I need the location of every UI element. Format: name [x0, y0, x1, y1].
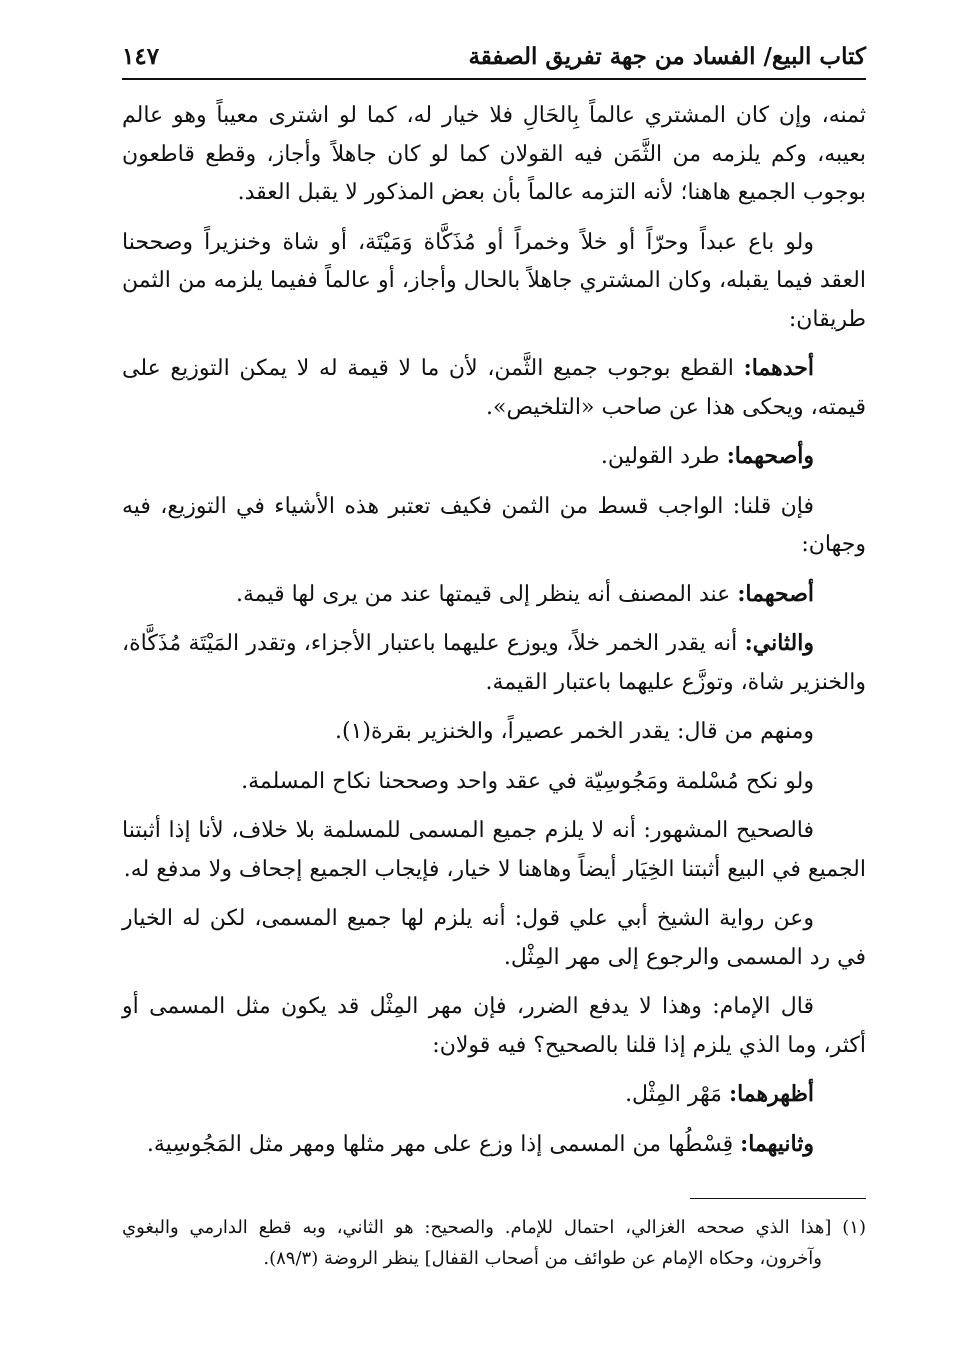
term-heading: أصحهما: [737, 580, 814, 607]
term-heading: والثاني: [744, 630, 814, 656]
page-number: ١٤٧ [122, 43, 160, 70]
paragraph: أظهرهما: مَهْر المِثْل. [625, 1081, 814, 1107]
term-heading: وثانيهما: [740, 1130, 814, 1157]
paragraph: ثمنه، وإن كان المشتري عالماً بِالحَالِ فلا خيار له، كما لو اشترى معيباً وهو عالم بعيبه، وكم يلزمه من الثَّمَن فيه القولان كما لو كان جاهلاً وأجاز، وقطع قاطعون بوجوب الجميع هاهنا؛ لأنه التزمه عالماً بأن بعض المذكور لا يقبل العقد. [122, 103, 866, 205]
paragraph: ولو نكح مُسْلمة ومَجُوسِيّة في عقد واحد وصححنا نكاح المسلمة. [241, 768, 814, 794]
paragraph: ومنهم من قال: يقدر الخمر عصيراً، والخنزير بقرة(١). [334, 719, 814, 744]
paragraph: أصحهما: عند المصنف أنه ينظر إلى قيمتها عند من يرى لها قيمة. [236, 580, 814, 607]
page-header [122, 30, 866, 80]
paragraph: وعن رواية الشيخ أبي علي قول: أنه يلزم لها جميع المسمى، لكن له الخيار في رد المسمى والرجوع إلى مهر المِثْل. [122, 906, 866, 970]
paragraph: قال الإمام: وهذا لا يدفع الضرر، فإن مهر المِثْل قد يكون مثل المسمى أو أكثر، وما الذي يلزم إذا قلنا بالصحيح؟ فيه قولان: [122, 994, 866, 1058]
footnote-divider [690, 1198, 866, 1199]
paragraph: فإن قلنا: الواجب قسط من الثمن فكيف تعتبر هذه الأشياء في التوزيع، فيه وجهان: [122, 493, 866, 557]
paragraph: أحدهما: القطع بوجوب جميع الثَّمن، لأن ما لا قيمة له لا يمكن التوزيع على قيمته، ويحكى هذا عن صاحب «التلخيص». [122, 355, 866, 420]
term-heading: أحدهما: [743, 355, 814, 381]
term-heading: وأصحهما: [726, 443, 814, 469]
paragraph: والثاني: أنه يقدر الخمر خلاً، ويوزع عليهما باعتبار الأجزاء، وتقدر المَيْتَة مُذَكَّاة، والخنزير شاة، وتوزَّع عليهما باعتبار القيمة. [122, 630, 866, 695]
footnote [122, 1212, 866, 1274]
paragraph: فالصحيح المشهور: أنه لا يلزم جميع المسمى للمسلمة بلا خلاف، لأنا إذا أثبتنا الجميع في البيع أثبتنا الخِيَار أيضاً وهاهنا لا خيار، فإيجاب الجميع إجحاف ولا مدفع له. [122, 818, 866, 882]
paragraph: ولو باع عبداً وحرّاً أو خلاً وخمراً أو مُذَكَّاة وَمَيْتَة، أو شاة وخنزيراً وصححنا العقد فيما يقبله، وكان المشتري جاهلاً بالحال وأجاز، أو عالماً ففيما يلزمه من الثمن طريقان: [122, 229, 866, 332]
paragraph: وأصحهما: طرد القولين. [600, 443, 814, 469]
footnote-text: (١) [هذا الذي صححه الغزالي، احتمال للإمام. والصحيح: هو الثاني، وبه قطع الدارمي والبغوي وآخرون، وحكاه الإمام عن طوائف من أصحاب القفال] ينظر الروضة (٨٩/٣). [122, 1217, 866, 1269]
main-text [122, 96, 866, 1174]
running-title: كتاب البيع/ الفساد من جهة تفريق الصفقة [468, 43, 866, 70]
paragraph: وثانيهما: قِسْطُها من المسمى إذا وزع على مهر مثلها ومهر مثل المَجُوسِية. [146, 1130, 814, 1157]
term-heading: أظهرهما: [728, 1081, 814, 1107]
